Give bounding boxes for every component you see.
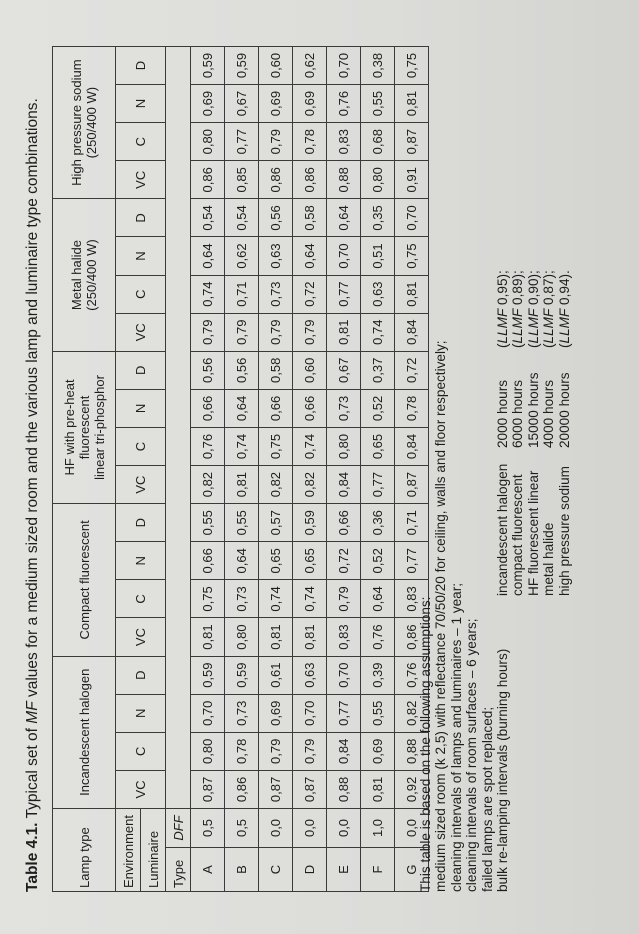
mf-value-cell: 0,88 (395, 732, 429, 770)
mf-value-cell: 0,51 (361, 237, 395, 275)
mf-value-cell: 0,69 (361, 732, 395, 770)
lamp-group-text: HF with pre-heat (61, 379, 77, 476)
mf-value-cell: 0,66 (191, 542, 225, 580)
mf-value-cell: 0,67 (225, 85, 259, 123)
mf-value-cell: 0,60 (293, 351, 327, 389)
mf-value-cell: 0,77 (361, 466, 395, 504)
mf-value-cell: 0,64 (225, 542, 259, 580)
relamp-label: bulk re-lamping intervals (burning hours) (495, 648, 510, 892)
luminaire-type-cell: A (191, 848, 225, 892)
mf-value-cell: 0,65 (293, 542, 327, 580)
mf-value-cell: 0,39 (361, 656, 395, 694)
header-row-environment (116, 46, 141, 891)
mf-value-cell: 0,75 (395, 237, 429, 275)
mf-value-cell: 0,88 (327, 770, 361, 808)
mf-value-cell: 0,86 (225, 770, 259, 808)
mf-value-cell: 0,65 (361, 427, 395, 465)
mf-value-cell: 0,79 (259, 123, 293, 161)
mf-value-cell: 0,70 (327, 237, 361, 275)
relamp-llmf: (LLMF 0,94). (556, 270, 572, 348)
header-row-lamp (53, 46, 116, 891)
mf-value-cell: 0,56 (191, 351, 225, 389)
mf-value-cell: 0,60 (259, 46, 293, 84)
mf-value-cell: 0,58 (259, 351, 293, 389)
mf-value-cell: 0,55 (361, 694, 395, 732)
mf-value-cell: 0,81 (327, 313, 361, 351)
env-code-header: N (116, 85, 166, 123)
env-code-header: D (116, 656, 166, 694)
luminaire-type-cell: G (395, 848, 429, 892)
mf-value-cell: 0,81 (259, 618, 293, 656)
mf-value-cell: 0,75 (259, 427, 293, 465)
mf-value-cell: 0,52 (361, 389, 395, 427)
mf-value-cell: 0,77 (327, 275, 361, 313)
mf-value-cell: 0,84 (395, 313, 429, 351)
mf-value-cell: 0,66 (191, 389, 225, 427)
mf-value-cell: 0,83 (395, 580, 429, 618)
dff-cell: 0,0 (395, 808, 429, 847)
mf-value-cell: 0,63 (259, 237, 293, 275)
dff-cell: 0,5 (191, 808, 225, 847)
dff-text: DFF (170, 815, 186, 841)
dff-header (166, 808, 191, 847)
env-code-header: N (116, 542, 166, 580)
env-code-header: VC (116, 618, 166, 656)
mf-value-cell: 0,91 (395, 161, 429, 199)
mf-value-cell: 0,76 (191, 427, 225, 465)
mf-value-cell: 0,59 (225, 656, 259, 694)
mf-value-cell: 0,71 (225, 275, 259, 313)
mf-value-cell: 0,64 (191, 237, 225, 275)
dff-cell: 0,0 (327, 808, 361, 847)
mf-value-cell: 0,80 (225, 618, 259, 656)
mf-value-cell: 0,74 (361, 313, 395, 351)
mf-value-cell: 0,52 (361, 542, 395, 580)
mf-value-cell: 0,38 (361, 46, 395, 84)
lamp-group-text: Compact fluorescent (76, 520, 92, 640)
mf-value-cell: 0,35 (361, 199, 395, 237)
mf-value-cell: 0,64 (361, 580, 395, 618)
mf-value-cell: 0,86 (293, 161, 327, 199)
mf-value-cell: 0,82 (293, 466, 327, 504)
mf-value-cell: 0,66 (259, 389, 293, 427)
mf-value-cell: 0,81 (293, 618, 327, 656)
table-row (259, 46, 293, 891)
mf-value-cell: 0,84 (395, 427, 429, 465)
relamp-llmf: (LLMF 0,89); (510, 270, 526, 348)
lamp-group-header (53, 351, 116, 503)
mf-value-cell: 0,70 (395, 199, 429, 237)
mf-value-cell: 0,64 (293, 237, 327, 275)
env-code-header: C (116, 580, 166, 618)
mf-value-cell: 0,75 (395, 46, 429, 84)
mf-value-cell: 0,70 (327, 656, 361, 694)
mf-value-cell: 0,73 (225, 580, 259, 618)
mf-value-cell: 0,86 (259, 161, 293, 199)
mf-value-cell: 0,66 (327, 504, 361, 542)
caption-post: values for a medium sized room and the various lamp and luminaire type combinations. (24, 98, 41, 702)
mf-value-cell: 0,76 (395, 656, 429, 694)
mf-value-cell: 0,79 (191, 313, 225, 351)
mf-value-cell: 0,64 (225, 389, 259, 427)
mf-value-cell: 0,57 (259, 504, 293, 542)
mf-value-cell: 0,58 (293, 199, 327, 237)
mf-value-cell: 0,78 (225, 732, 259, 770)
mf-value-cell: 0,81 (191, 618, 225, 656)
assumption-notes (418, 340, 495, 892)
env-code-header: C (116, 275, 166, 313)
lamp-type-header: Lamp type (53, 808, 116, 891)
mf-value-cell: 0,77 (395, 542, 429, 580)
mf-value-cell: 0,54 (225, 199, 259, 237)
relamp-lamp: HF fluorescent linear (525, 470, 541, 596)
mf-value-cell: 0,59 (191, 656, 225, 694)
relamp-lamp: compact fluorescent (510, 474, 526, 596)
env-code-header: D (116, 504, 166, 542)
caption-pre: Typical set of (24, 723, 41, 823)
mf-value-cell: 0,81 (395, 85, 429, 123)
note-line: cleaning intervals of room surfaces – 6 years; (464, 618, 480, 892)
mf-value-cell: 0,80 (191, 123, 225, 161)
mf-value-cell: 0,69 (259, 85, 293, 123)
lamp-group-text: Metal halide (69, 239, 84, 311)
mf-value-cell: 0,78 (293, 123, 327, 161)
mf-value-cell: 0,87 (395, 123, 429, 161)
lamp-group-text: fluorescent (76, 395, 92, 460)
mf-value-cell: 0,87 (191, 770, 225, 808)
rotated-content (18, 32, 618, 912)
mf-value-cell: 0,72 (293, 275, 327, 313)
dff-cell: 0,5 (225, 808, 259, 847)
env-code-header: N (116, 694, 166, 732)
mf-value-cell: 0,84 (327, 732, 361, 770)
env-code-header: N (116, 237, 166, 275)
luminaire-type-cell: D (293, 848, 327, 892)
relamp-lamp: high pressure sodium (556, 466, 572, 596)
mf-value-cell: 0,74 (293, 580, 327, 618)
note-line: medium sized room (k 2,5) with reflectance 70/50/20 for ceiling, walls and floor respectively; (433, 340, 449, 892)
luminaire-header: Luminaire (141, 808, 166, 891)
mf-value-cell: 0,79 (327, 580, 361, 618)
caption-mf: MF (24, 701, 41, 724)
note-line: failed lamps are spot replaced; (479, 706, 495, 892)
mf-value-cell: 0,88 (327, 161, 361, 199)
relamp-lamp: metal halide (541, 522, 557, 596)
env-code-header: VC (116, 466, 166, 504)
header-row-type (166, 46, 191, 891)
mf-value-cell: 0,70 (293, 694, 327, 732)
dff-cell: 0,0 (259, 808, 293, 847)
env-code-header: C (116, 732, 166, 770)
relamp-hours: 4000 hours (541, 379, 557, 448)
mf-value-cell: 0,86 (395, 618, 429, 656)
env-code-header: C (116, 123, 166, 161)
mf-value-cell: 0,63 (293, 656, 327, 694)
mf-value-cell: 0,82 (259, 466, 293, 504)
mf-value-cell: 0,79 (259, 732, 293, 770)
mf-value-cell: 0,72 (327, 542, 361, 580)
mf-value-cell: 0,69 (191, 85, 225, 123)
dff-cell: 0,0 (293, 808, 327, 847)
lamp-group-text: linear tri-phosphor (91, 375, 107, 480)
mf-value-cell: 0,79 (293, 732, 327, 770)
mf-value-cell: 0,59 (191, 46, 225, 84)
dff-cell: 1,0 (361, 808, 395, 847)
mf-value-cell: 0,86 (191, 161, 225, 199)
mf-value-cell: 0,83 (327, 123, 361, 161)
relamp-hours: 15000 hours (525, 372, 541, 448)
mf-value-cell: 0,81 (225, 466, 259, 504)
env-code-header: N (116, 389, 166, 427)
mf-value-cell: 0,62 (225, 237, 259, 275)
mf-value-cell: 0,87 (259, 770, 293, 808)
mf-value-cell: 0,36 (361, 504, 395, 542)
relamp-llmf: (LLMF 0,87); (541, 270, 557, 348)
relamp-llmf: (LLMF 0,95); (495, 270, 510, 348)
mf-value-cell: 0,76 (361, 618, 395, 656)
mf-value-cell: 0,70 (327, 46, 361, 84)
mf-value-cell: 0,55 (191, 504, 225, 542)
mf-value-cell: 0,77 (327, 694, 361, 732)
env-code-header: D (116, 46, 166, 84)
note-line: cleaning intervals of lamps and luminaires – 1 year; (448, 582, 464, 892)
mf-value-cell: 0,74 (191, 275, 225, 313)
table-row (191, 46, 225, 891)
mf-value-cell: 0,71 (395, 504, 429, 542)
table-row (293, 46, 327, 891)
mf-table (52, 46, 429, 892)
mf-value-cell: 0,69 (259, 694, 293, 732)
mf-value-cell: 0,37 (361, 351, 395, 389)
mf-value-cell: 0,81 (361, 770, 395, 808)
mf-value-cell: 0,74 (259, 580, 293, 618)
environment-header: Environment (116, 808, 141, 891)
lamp-group-header (53, 46, 116, 198)
mf-value-cell: 0,79 (293, 313, 327, 351)
relamp-hours: 2000 hours (495, 379, 510, 448)
mf-value-cell: 0,61 (259, 656, 293, 694)
mf-value-cell: 0,64 (327, 199, 361, 237)
mf-value-cell: 0,55 (361, 85, 395, 123)
mf-value-cell: 0,75 (191, 580, 225, 618)
mf-value-cell: 0,59 (293, 504, 327, 542)
mf-value-cell: 0,65 (259, 542, 293, 580)
relamp-hours: 20000 hours (556, 372, 572, 448)
env-code-header: VC (116, 161, 166, 199)
lamp-group-text: (250/400 W) (84, 239, 99, 311)
mf-value-cell: 0,62 (293, 46, 327, 84)
luminaire-type-cell: F (361, 848, 395, 892)
mf-value-cell: 0,69 (293, 85, 327, 123)
mf-value-cell: 0,82 (191, 466, 225, 504)
mf-value-cell: 0,80 (361, 161, 395, 199)
table-row (225, 46, 259, 891)
luminaire-type-cell: C (259, 848, 293, 892)
mf-value-cell: 0,70 (191, 694, 225, 732)
mf-value-cell: 0,56 (259, 199, 293, 237)
mf-value-cell: 0,83 (327, 618, 361, 656)
mf-value-cell: 0,78 (395, 389, 429, 427)
mf-value-cell: 0,66 (293, 389, 327, 427)
mf-value-cell: 0,63 (361, 275, 395, 313)
relamp-hours: 6000 hours (510, 379, 526, 448)
mf-value-cell: 0,87 (395, 466, 429, 504)
mf-value-cell: 0,79 (225, 313, 259, 351)
lamp-group-header (53, 199, 116, 351)
table-row (327, 46, 361, 891)
mf-value-cell: 0,80 (327, 427, 361, 465)
mf-value-cell: 0,84 (327, 466, 361, 504)
mf-value-cell: 0,74 (293, 427, 327, 465)
mf-value-cell: 0,59 (225, 46, 259, 84)
note-line: This table is based on the following assumptions: (418, 596, 433, 892)
mf-value-cell: 0,92 (395, 770, 429, 808)
mf-value-cell: 0,73 (225, 694, 259, 732)
luminaire-type-cell: B (225, 848, 259, 892)
mf-value-cell: 0,81 (395, 275, 429, 313)
env-code-header: VC (116, 313, 166, 351)
header-spacer (166, 46, 191, 808)
mf-value-cell: 0,80 (191, 732, 225, 770)
mf-value-cell: 0,87 (293, 770, 327, 808)
mf-value-cell: 0,54 (191, 199, 225, 237)
mf-value-cell: 0,85 (225, 161, 259, 199)
type-header: Type (166, 848, 191, 892)
table-row (361, 46, 395, 891)
relamp-llmf: (LLMF 0,90); (525, 270, 541, 348)
relamp-lamp: incandescent halogen (495, 463, 510, 596)
mf-value-cell: 0,67 (327, 351, 361, 389)
lamp-group-header (53, 656, 116, 808)
lamp-group-text: High pressure sodium (69, 59, 84, 186)
mf-value-cell: 0,56 (225, 351, 259, 389)
mf-value-cell: 0,82 (395, 694, 429, 732)
env-code-header: D (116, 351, 166, 389)
lamp-group-text: Incandescent halogen (76, 668, 92, 796)
mf-value-cell: 0,76 (327, 85, 361, 123)
mf-value-cell: 0,68 (361, 123, 395, 161)
caption-label: Table 4.1. (24, 822, 41, 892)
mf-value-cell: 0,74 (225, 427, 259, 465)
luminaire-type-cell: E (327, 848, 361, 892)
env-code-header: C (116, 427, 166, 465)
mf-value-cell: 0,55 (225, 504, 259, 542)
table-caption (24, 98, 42, 892)
mf-value-cell: 0,77 (225, 123, 259, 161)
mf-value-cell: 0,79 (259, 313, 293, 351)
mf-value-cell: 0,72 (395, 351, 429, 389)
mf-value-cell: 0,73 (327, 389, 361, 427)
lamp-group-header (53, 504, 116, 656)
env-code-header: D (116, 199, 166, 237)
lamp-group-text: (250/400 W) (84, 86, 99, 159)
mf-value-cell: 0,73 (259, 275, 293, 313)
env-code-header: VC (116, 770, 166, 808)
